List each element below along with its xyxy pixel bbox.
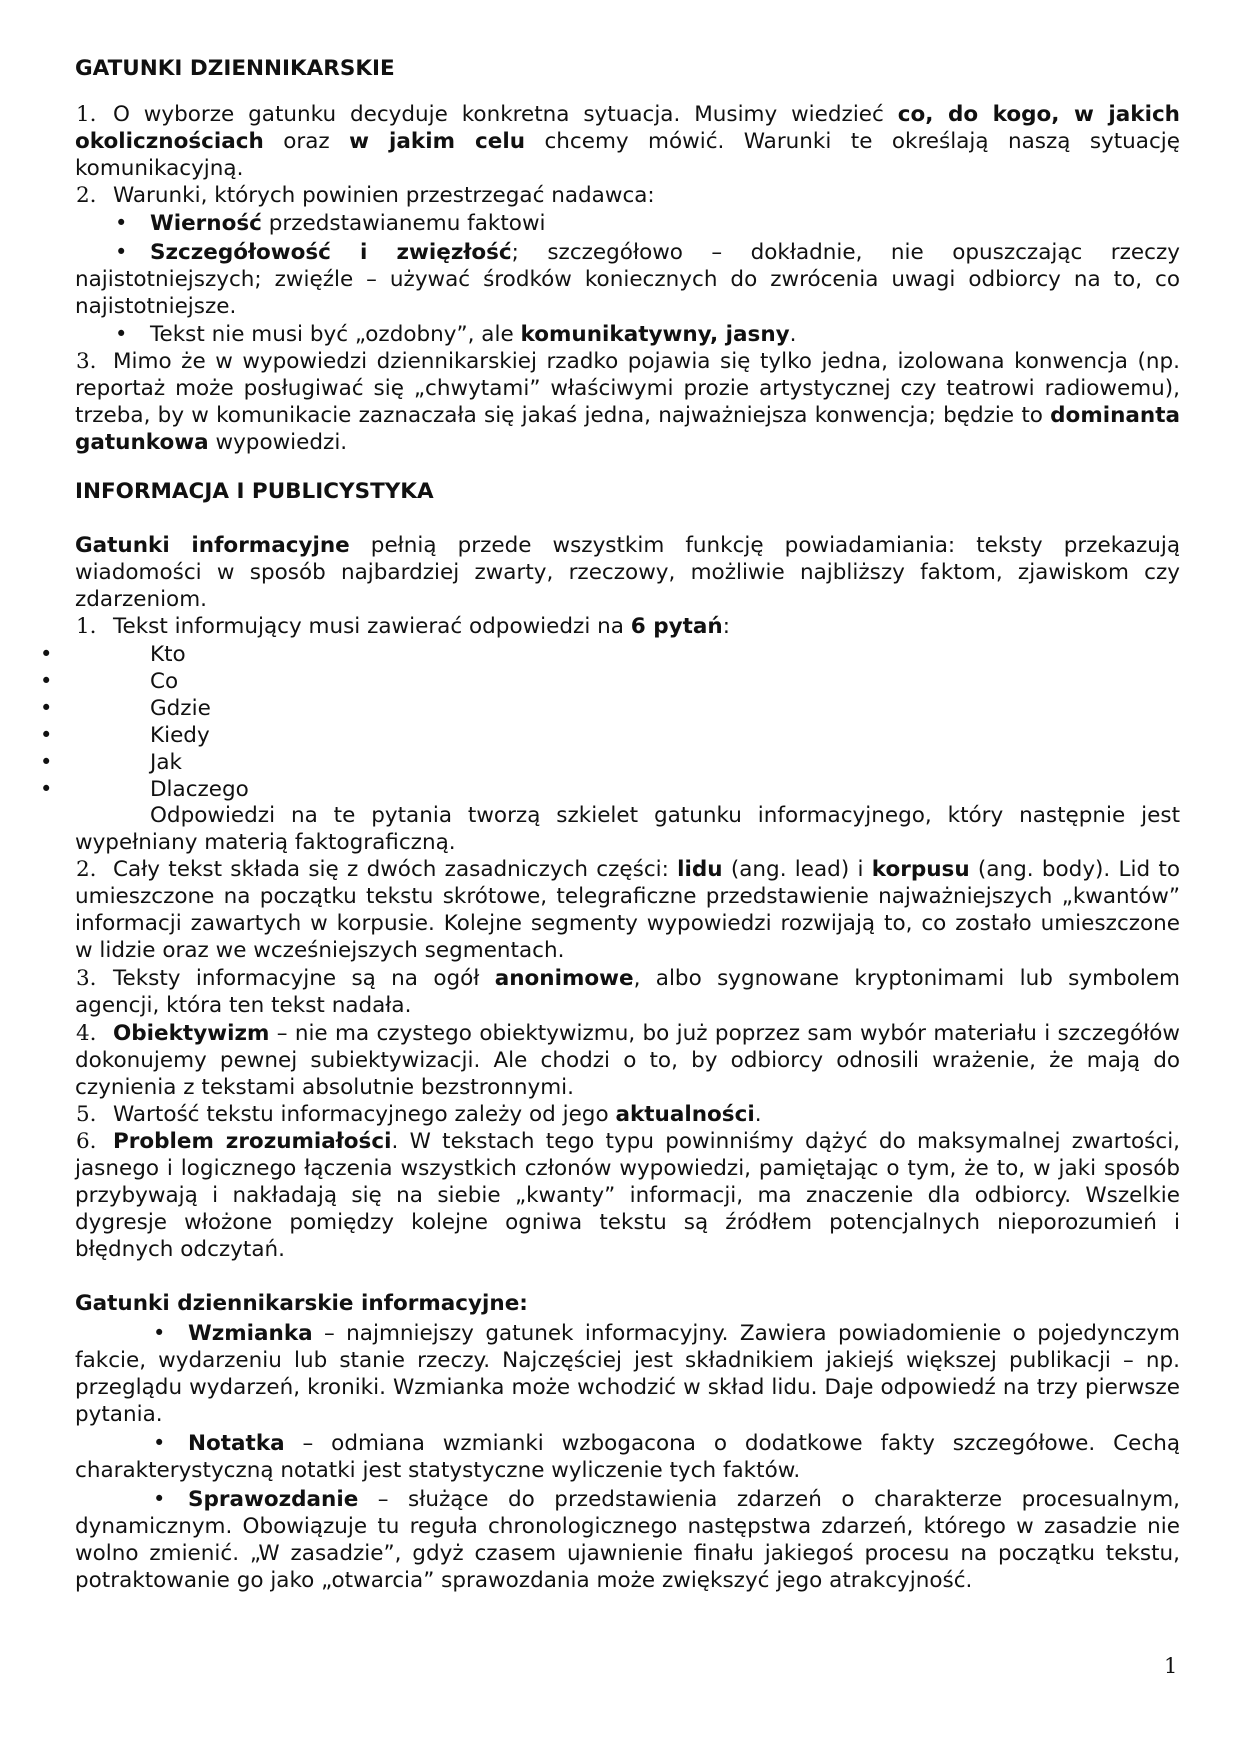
item-text: : <box>722 614 730 639</box>
list-number: 1. <box>76 102 97 127</box>
list-item <box>75 965 1180 1019</box>
item-emphasis: komunikatywny, jasny <box>520 322 790 347</box>
list-item <box>75 348 1180 456</box>
item-emphasis: 6 pytań <box>630 614 723 639</box>
bullet-item <box>75 239 1180 320</box>
question-item <box>40 749 1180 776</box>
item-emphasis: Szczegółowość i zwięzłość <box>150 240 512 265</box>
item-emphasis: w jakim celu <box>349 129 526 154</box>
bullet-icon: • <box>115 322 128 346</box>
item-text: – nie ma czystego obiektywizmu, bo już poprzez sam wybór materiału i szczegółów dokonujemy pewnej subiektywizacji. Ale chodzi o to, by odbiorcy odnosili wrażenie, że mają do czynienia z tekstami absolutnie bezstronnymi. <box>75 1021 1180 1100</box>
question-item <box>40 668 1180 695</box>
item-text: (ang. body). Lid to umieszczone na początku tekstu skrótowe, telegraficzne przedstawienie najważniejszych „kwantów” informacji zawartych w korpusie. Kolejne segmenty wypowiedzi rozwijają to, co zostało umieszczone w lidzie oraz we wcześniejszych segmentach. <box>75 857 1180 963</box>
bullet-icon: • <box>153 1431 166 1455</box>
question-text: Kiedy <box>150 723 210 748</box>
question-text: Dlaczego <box>150 777 249 802</box>
bullet-icon: • <box>40 777 53 801</box>
list-item <box>75 613 1180 640</box>
item-text: Tekst informujący musi zawierać odpowiedzi na <box>113 614 631 639</box>
item-emphasis: Notatka <box>188 1431 285 1456</box>
bullet-icon: • <box>153 1487 166 1511</box>
item-text: chcemy mówić. Warunki te określają naszą sytuację komunikacyjną. <box>75 129 1181 181</box>
list-item <box>75 182 1180 209</box>
bullet-icon: • <box>115 240 128 264</box>
question-text: Jak <box>150 750 182 775</box>
item-text: . <box>754 1102 762 1127</box>
list-item <box>75 1020 1180 1101</box>
item-emphasis: Gatunki informacyjne <box>75 533 350 558</box>
item-text: O wyborze gatunku decyduje konkretna sytuacja. Musimy wiedzieć <box>113 102 898 127</box>
list-item <box>75 1128 1180 1263</box>
item-text: Wartość tekstu informacyjnego zależy od jego <box>113 1102 616 1127</box>
item-text: Tekst nie musi być „ozdobny”, ale <box>150 322 521 347</box>
item-emphasis: Wierność <box>150 211 262 236</box>
question-item <box>40 722 1180 749</box>
bullet-item <box>75 1320 1180 1428</box>
item-emphasis: co, do kogo, w jakich okolicznościach <box>75 102 1180 154</box>
item-text: . W tekstach tego typu powinniśmy dążyć do maksymalnej zwartości, jasnego i logicznego łączenia wszystkich członów wypowiedzi, pamiętając o tym, że to, w jaki sposób przybywają i nakładają się na siebie „kwanty” informacji, ma znaczenie dla odbiorcy. Wszelkie dygresje włożone pomiędzy kolejne ogniwa tekstu są źródłem potencjalnych nieporozumień i błędnych odczytań. <box>75 1129 1181 1262</box>
question-item <box>40 695 1180 722</box>
question-text: Kto <box>150 642 186 667</box>
list-item <box>75 856 1180 964</box>
bullet-icon: • <box>40 669 53 693</box>
bullet-icon: • <box>40 750 53 774</box>
bullet-item <box>75 1486 1180 1594</box>
bullet-icon: • <box>115 211 128 235</box>
item-emphasis: Sprawozdanie <box>188 1487 359 1512</box>
bullet-item <box>75 1430 1180 1484</box>
item-emphasis: dominanta gatunkowa <box>75 403 1180 455</box>
bullet-item <box>75 210 1180 237</box>
item-text: Teksty informacyjne są na ogół <box>113 966 495 991</box>
list-number: 3. <box>76 349 97 374</box>
question-item <box>40 641 1180 668</box>
item-text: , albo sygnowane kryptonimami lub symbolem agencji, która ten tekst nadała. <box>75 966 1180 1018</box>
item-emphasis: Problem zrozumiałości <box>113 1129 392 1154</box>
document-title: GATUNKI DZIENNIKARSKIE <box>75 56 395 81</box>
item-text: Warunki, których powinien przestrzegać nadawca: <box>113 183 655 208</box>
list-number: 1. <box>76 614 97 639</box>
item-text: – najmniejszy gatunek informacyjny. Zawiera powiadomienie o pojedynczym fakcie, wydarzeniu lub stanie rzeczy. Najczęściej jest składnikiem jakiejś większej publikacji – np. przeglądu wydarzeń, kroniki. Wzmianka może wchodzić w skład lidu. Daje odpowiedź na trzy pierwsze pytania. <box>75 1321 1180 1427</box>
bullet-icon: • <box>40 696 53 720</box>
item-text: oraz <box>263 129 350 154</box>
item-text: przedstawianemu faktowi <box>261 211 546 236</box>
item-emphasis: lidu <box>677 857 723 882</box>
answers-note: Odpowiedzi na te pytania tworzą szkielet gatunku informacyjnego, który następnie jest wypełniany materią faktograficzną. <box>75 803 1180 855</box>
bullet-icon: • <box>40 642 53 666</box>
page-number: 1 <box>1164 1654 1178 1678</box>
question-text: Co <box>150 669 179 694</box>
bullet-icon: • <box>153 1321 166 1345</box>
question-item <box>40 776 1180 803</box>
list-item <box>75 101 1180 182</box>
list-number: 4. <box>76 1021 97 1046</box>
list-number: 3. <box>76 966 97 991</box>
intro-paragraph <box>75 532 1180 613</box>
item-text: (ang. lead) i <box>722 857 872 882</box>
item-text: – odmiana wzmianki wzbogacona o dodatkowe fakty szczegółowe. Cechą charakterystyczną notatki jest statystyczne wyliczenie tych faktów. <box>75 1431 1180 1483</box>
item-emphasis: anonimowe <box>494 966 634 991</box>
item-emphasis: Wzmianka <box>188 1321 313 1346</box>
item-text: . <box>789 322 797 347</box>
item-emphasis: aktualności <box>615 1102 755 1127</box>
item-text: – służące do przedstawienia zdarzeń o charakterze procesualnym, dynamicznym. Obowiązuje tu reguła chronologicznego następstwa zdarzeń, którego w zasadzie nie wolno zmienić. „W zasadzie”, gdyż czasem ujawnienie finału jakiegoś procesu na początku tekstu, potraktowanie go jako „otwarcia” sprawozdania może zwiększyć jego atrakcyjność. <box>75 1487 1180 1593</box>
section-heading: INFORMACJA I PUBLICYSTYKA <box>75 479 434 504</box>
list-item <box>75 1101 1180 1128</box>
bullet-item <box>75 321 1180 348</box>
bullet-icon: • <box>40 723 53 747</box>
list-number: 2. <box>76 857 97 882</box>
item-text: pełnią przede wszystkim funkcję powiadamiania: teksty przekazują wiadomości w sposób najbardziej zwarty, rzeczowy, możliwie najbliższy faktom, zjawiskom czy zdarzeniom. <box>75 533 1180 612</box>
document-body <box>40 55 1181 1594</box>
item-emphasis: Obiektywizm <box>113 1021 270 1046</box>
item-emphasis: korpusu <box>871 857 970 882</box>
list-number: 6. <box>76 1129 97 1154</box>
item-text: Cały tekst składa się z dwóch zasadniczych części: <box>113 857 678 882</box>
question-text: Gdzie <box>150 696 211 721</box>
section-heading: Gatunki dziennikarskie informacyjne: <box>75 1291 528 1316</box>
item-text: wypowiedzi. <box>208 430 348 455</box>
item-text: Mimo że w wypowiedzi dziennikarskiej rzadko pojawia się tylko jedna, izolowana konwencja (np. reportaż może posługiwać się „chwytami” właściwymi prozie artystycznej czy teatrowi radiowemu), trzeba, by w komunikacie zaznaczała się jakaś jedna, najważniejsza konwencja; będzie to <box>75 349 1180 428</box>
list-number: 5. <box>76 1102 97 1127</box>
item-text: ; szczegółowo – dokładnie, nie opuszczając rzeczy najistotniejszych; zwięźle – używać środków koniecznych do zwrócenia uwagi odbiorcy na to, co najistotniejsze. <box>75 240 1180 319</box>
list-number: 2. <box>76 183 97 208</box>
